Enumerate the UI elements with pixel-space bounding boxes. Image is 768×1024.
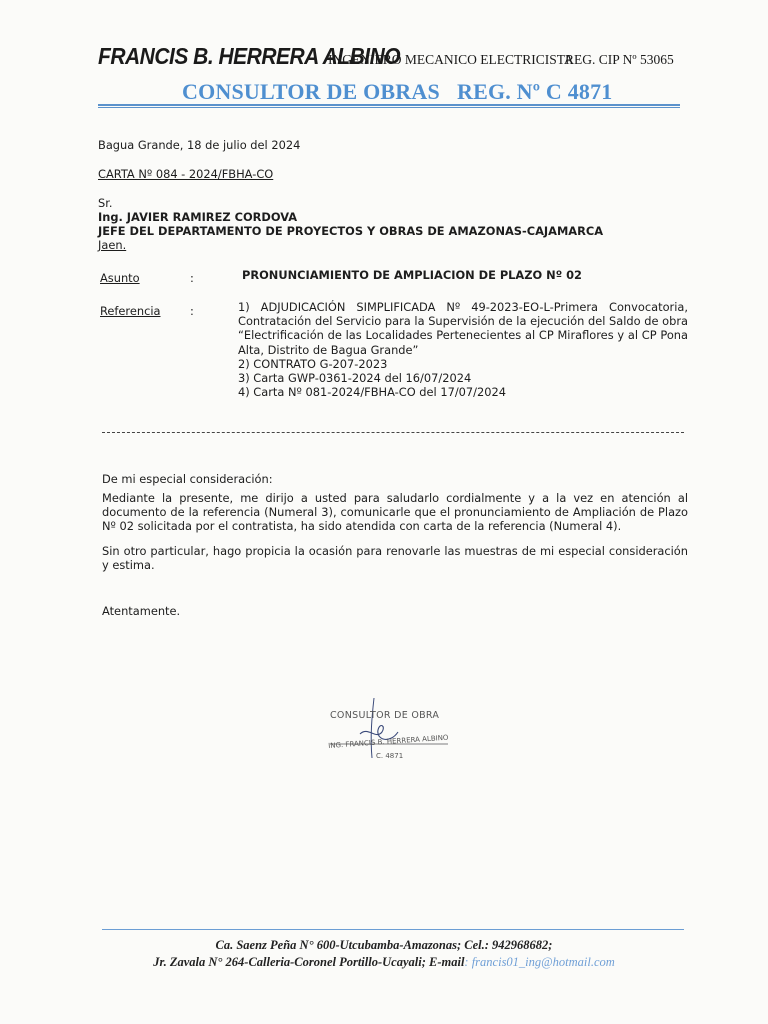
referencia-item-3: 3) Carta GWP-0361-2024 del 16/07/2024 [238,371,472,386]
recipient-name: Ing. JAVIER RAMIREZ CORDOVA [98,210,298,224]
carta-number: CARTA Nº 084 - 2024/FBHA-CO [98,167,274,181]
asunto-label: Asunto [100,271,140,285]
stamp-reg: C. 4871 [376,752,404,760]
referencia-item-1: 1) ADJUDICACIÓN SIMPLIFICADA Nº 49-2023-EO-L-Primera Convocatoria, Contratación del Servicio para la Supervisión de la ejecución del Saldo de obra “Electrificación de las Localidades Pertenecientes al CP Miraflores y al CP Pona Alta, Distrito de Bagua Grande” [238,300,688,357]
body-paragraph-1: Mediante la presente, me dirijo a usted para saludarlo cordialmente y a la vez en atención al documento de la referencia (Numeral 3), comunicarle que el pronunciamiento de Ampliación de Plazo Nº 02 solicitada por el contratista, ha sido atendida con carta de la referencia (Numeral 4). [102,491,688,534]
letterhead-profession: INGENIERO MECANICO ELECTRICISTA [328,52,574,67]
asunto-colon: : [190,271,194,285]
footer-email-link[interactable]: : francis01_ing@hotmail.com [464,955,615,969]
footer-address-1: Ca. Saenz Peña N° 600-Utcubamba-Amazonas; Cel.: 942968682; [215,938,553,952]
greeting: De mi especial consideración: [102,472,273,486]
referencia-list [238,300,688,399]
referencia-colon: : [190,304,194,318]
footer-address-2 [0,955,768,970]
stamp-title: CONSULTOR DE OBRA [330,710,440,721]
asunto-value: PRONUNCIAMIENTO DE AMPLIACION DE PLAZO Nº 02 [242,268,582,282]
letterhead-reg-cip: REG. CIP Nº 53065 [565,52,674,67]
stamp-name: ING. FRANCIS B. HERRERA ALBINO [328,733,449,750]
letterhead-rule-thin [98,107,680,108]
letterhead-name: FRANCIS B. HERRERA ALBINO [98,44,401,70]
letterhead-rule [98,104,680,106]
body-paragraph-2: Sin otro particular, hago propicia la ocasión para renovarle las muestras de mi especial consideración y estima. [102,544,688,573]
referencia-item-2: 2) CONTRATO G-207-2023 [238,356,388,371]
separator-dashed [102,432,684,433]
recipient-title: JEFE DEL DEPARTAMENTO DE PROYECTOS Y OBRAS DE AMAZONAS-CAJAMARCA [98,224,604,238]
footer-rule [102,929,684,930]
referencia-label: Referencia [100,304,161,318]
footer-address-2-text: Jr. Zavala N° 264-Calleria-Coronel Portillo-Ucayali; E-mail [153,955,465,969]
place-date: Bagua Grande, 18 de julio del 2024 [98,138,301,152]
signature-stamp [320,696,470,776]
closing: Atentamente. [102,604,181,618]
referencia-item-4: 4) Carta Nº 081-2024/FBHA-CO del 17/07/2024 [238,385,506,400]
letterhead-consultor: CONSULTOR DE OBRAS REG. Nº C 4871 [182,79,613,104]
salutation: Sr. [98,196,113,210]
recipient-city: Jaen. [98,238,127,252]
